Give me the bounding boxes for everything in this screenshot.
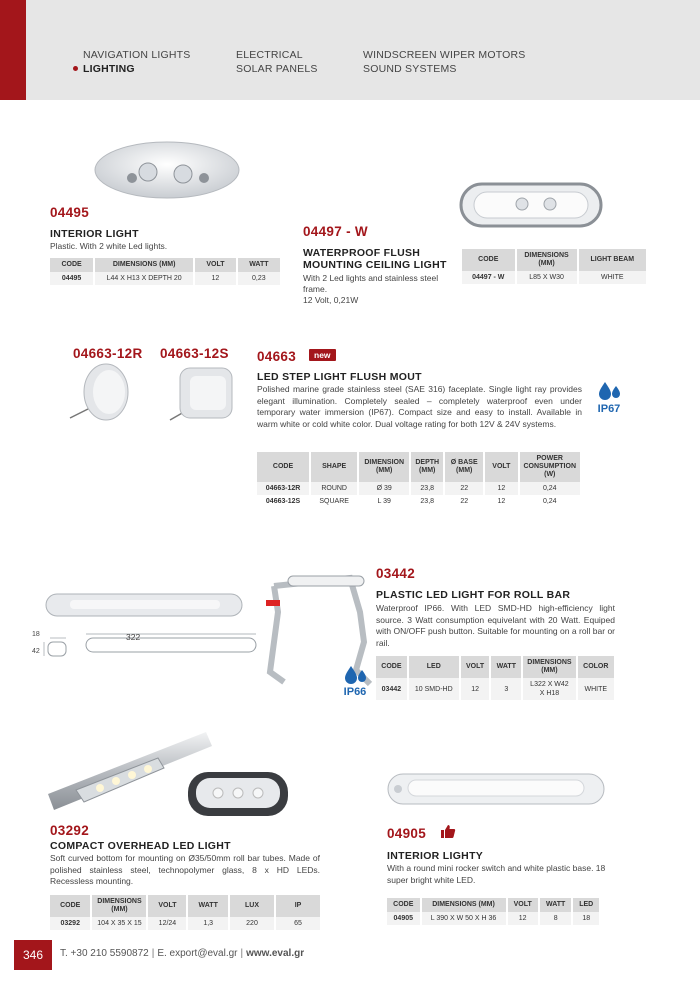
col-header: DIMENSIONS (MM): [94, 258, 194, 272]
product-title-03442: PLASTIC LED LIGHT FOR ROLL BAR: [376, 589, 571, 601]
cell: 104 X 35 X 15: [91, 917, 147, 930]
step-light-round-image: [68, 362, 130, 424]
product-desc-03442: Waterproof IP66. With LED SMD-HD high-efficiency light source. 3 Watt consumption equivelant with 20 Watt. Equiped with ON/OFF push button. Suitable for mounting on a roll bar or rail.: [376, 603, 615, 648]
interior-light-04495-image: [92, 138, 242, 200]
col-header: VOLT: [484, 452, 518, 482]
spec-table-04495: [50, 258, 282, 285]
col-header: LED: [408, 656, 460, 678]
cell: 23,8: [410, 482, 444, 495]
col-header: VOLT: [507, 898, 539, 912]
cell: 8: [539, 912, 573, 925]
product-title-04497-line1: WATERPROOF FLUSH: [303, 247, 421, 259]
cell: 04663-12S: [257, 495, 310, 508]
ceiling-light-04497-image: [458, 180, 604, 232]
product-code-04663: 04663: [257, 349, 297, 364]
col-header: VOLT: [460, 656, 491, 678]
step-light-square-image: [166, 364, 238, 426]
product-desc-04497-line3: 12 Volt, 0,21W: [303, 295, 359, 305]
spec-table-03442: [376, 656, 616, 700]
col-header: VOLT: [147, 895, 187, 917]
col-header: LED: [572, 898, 600, 912]
spec-table-03292: [50, 895, 322, 930]
col-header: DIMENSIONS (MM): [421, 898, 507, 912]
col-header: Ø BASE (MM): [444, 452, 484, 482]
col-header: DIMENSIONS (MM): [91, 895, 147, 917]
product-title-04663: LED STEP LIGHT FLUSH MOUT: [257, 371, 422, 383]
col-header: CODE: [50, 895, 91, 917]
water-drops-icon: [596, 380, 624, 402]
cell: 12: [507, 912, 539, 925]
product-title-04497-line2: MOUNTING CEILING LIGHT: [303, 259, 447, 271]
cell: 03442: [376, 678, 408, 700]
nav-electrical[interactable]: ELECTRICAL: [236, 49, 303, 61]
cell: 04497 - W: [462, 271, 516, 284]
cell: 12: [484, 482, 518, 495]
col-header: IP: [275, 895, 321, 917]
col-header: CODE: [462, 249, 516, 271]
col-header: DIMENSION (MM): [358, 452, 410, 482]
nav-solar-panels[interactable]: SOLAR PANELS: [236, 63, 318, 75]
col-header: LIGHT BEAM: [578, 249, 647, 271]
cell: L85 X W30: [516, 271, 578, 284]
cell: L 390 X W 50 X H 36: [421, 912, 507, 925]
cell: 04495: [50, 272, 94, 285]
footer-phone: T. +30 210 5590872: [60, 948, 149, 959]
col-header: DEPTH (MM): [410, 452, 444, 482]
col-header: WATT: [187, 895, 229, 917]
col-header: SHAPE: [310, 452, 358, 482]
col-header: CODE: [376, 656, 408, 678]
col-header: CODE: [50, 258, 94, 272]
cell: L44 X H13 X DEPTH 20: [94, 272, 194, 285]
col-header: WATT: [490, 656, 522, 678]
cell: 04905: [387, 912, 421, 925]
cell: 04663-12R: [257, 482, 310, 495]
nav-windscreen-wiper-motors[interactable]: WINDSCREEN WIPER MOTORS: [363, 49, 526, 61]
cell: 22: [444, 495, 484, 508]
active-bullet-icon: [73, 66, 78, 71]
col-header: COLOR: [577, 656, 615, 678]
product-code-04905: 04905: [387, 826, 427, 841]
thumbs-up-icon: [440, 824, 456, 839]
product-code-04497: 04497 - W: [303, 224, 368, 239]
product-desc-04905: With a round mini rocker switch and white plastic base. 18 super bright white LED.: [387, 863, 606, 885]
table-row: [50, 272, 281, 285]
product-code-04495: 04495: [50, 205, 90, 220]
spec-table-04663: [257, 452, 582, 508]
cell: 18: [572, 912, 600, 925]
col-header: WATT: [237, 258, 281, 272]
table-row: [462, 271, 647, 284]
footer-contact: T. +30 210 5590872 | E. export@eval.gr | www.eval.gr: [60, 948, 305, 959]
footer-email[interactable]: E. export@eval.gr: [157, 948, 238, 959]
col-header: DIMENSIONS (MM): [522, 656, 576, 678]
spec-table-04497: [462, 249, 648, 284]
cell: 22: [444, 482, 484, 495]
cell: 1,3: [187, 917, 229, 930]
cell: 220: [229, 917, 275, 930]
table-row: [50, 917, 321, 930]
dimension-height: 18: [32, 631, 40, 638]
water-drops-icon: [342, 664, 370, 686]
new-badge: new: [309, 349, 336, 361]
cell: 65: [275, 917, 321, 930]
product-desc-04495: Plastic. With 2 white Led lights.: [50, 241, 168, 251]
product-desc-04497-line1: With 2 Led lights and stainless steel: [303, 273, 439, 283]
nav-lighting[interactable]: LIGHTING: [83, 63, 135, 75]
dimension-length: 322: [126, 632, 141, 642]
col-header: VOLT: [194, 258, 237, 272]
ip67-rating: IP67: [597, 403, 621, 415]
cell: 0,24: [519, 482, 582, 495]
cell: 3: [490, 678, 522, 700]
cell: 0,23: [237, 272, 281, 285]
product-desc-04497-line2: frame.: [303, 284, 328, 294]
product-title-03292: COMPACT OVERHEAD LED LIGHT: [50, 840, 231, 852]
product-title-04495: INTERIOR LIGHT: [50, 228, 139, 240]
cell: L 39: [358, 495, 410, 508]
dimension-side: 42: [32, 648, 40, 655]
col-header: DIMENSIONS (MM): [516, 249, 578, 271]
nav-navigation-lights[interactable]: NAVIGATION LIGHTS: [83, 49, 191, 61]
overhead-light-03292-image: [48, 728, 298, 820]
product-code-04663-12r: 04663-12R: [73, 346, 143, 361]
table-row: [387, 912, 600, 925]
cell: WHITE: [577, 678, 615, 700]
col-header: POWER CONSUMPTION (W): [519, 452, 582, 482]
cell: 10 SMD-HD: [408, 678, 460, 700]
cell: 0,24: [519, 495, 582, 508]
col-header: CODE: [387, 898, 421, 912]
table-row: [376, 678, 615, 700]
col-header: CODE: [257, 452, 310, 482]
ip66-rating: IP66: [343, 686, 367, 698]
cell: L322 X W42 X H18: [522, 678, 576, 700]
cell: 12/24: [147, 917, 187, 930]
cell: 23,8: [410, 495, 444, 508]
interior-lighty-04905-image: [386, 770, 608, 810]
cell: SQUARE: [310, 495, 358, 508]
page-number: 346: [22, 948, 44, 962]
product-code-03442: 03442: [376, 566, 416, 581]
spec-table-04905: [387, 898, 601, 925]
cell: 12: [460, 678, 491, 700]
cell: 12: [194, 272, 237, 285]
product-code-04663-12s: 04663-12S: [160, 346, 229, 361]
product-code-03292: 03292: [50, 823, 90, 838]
table-row: [257, 482, 581, 495]
header-accent-bar: [0, 0, 26, 100]
cell: WHITE: [578, 271, 647, 284]
cell: Ø 39: [358, 482, 410, 495]
cell: 12: [484, 495, 518, 508]
nav-sound-systems[interactable]: SOUND SYSTEMS: [363, 63, 457, 75]
cell: 03292: [50, 917, 91, 930]
product-title-04905: INTERIOR LIGHTY: [387, 850, 484, 862]
table-row: [257, 495, 581, 508]
cell: ROUND: [310, 482, 358, 495]
product-desc-03292: Soft curved bottom for mounting on Ø35/50mm roll bar tubes. Made of polished stainless steel, technopolymer glass, 8 x HD LEDs. Recessless mounting.: [50, 853, 320, 886]
product-desc-04663: Polished marine grade stainless steel (SAE 316) faceplate. Single light ray provides elegant illumination. Completely sealed – completely waterproof even under temporary water immersion (IP67). Compact size and easy to install. Available in warm white or cold white color. Dual voltage rating for both 12V & 24V systems.: [257, 384, 582, 429]
rollbar-light-03442-image: [30, 572, 378, 702]
footer-website[interactable]: www.eval.gr: [246, 948, 305, 959]
col-header: WATT: [539, 898, 573, 912]
col-header: LUX: [229, 895, 275, 917]
